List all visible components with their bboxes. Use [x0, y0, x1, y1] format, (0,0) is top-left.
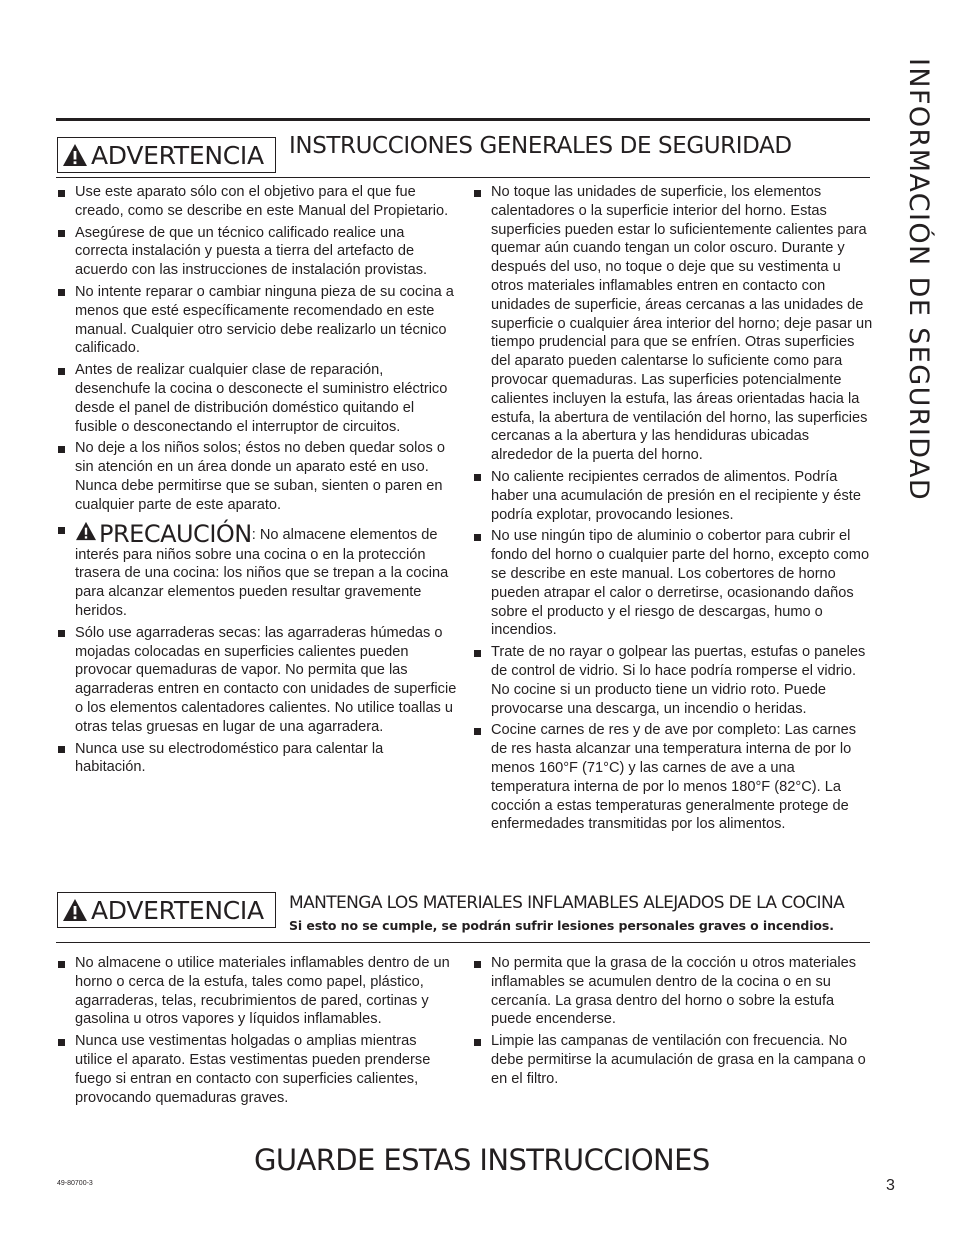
list-item: No toque las unidades de superficie, los elementos calentadores o la superficie interior del horno. Estas superficies pueden estar lo suficientemente calientes para quemar aún cuando tengan un color oscuro. Durante y después del uso, no toque o deje que su vestimenta u otros materiales inflamables entren en contacto con unidades de superficie, áreas cercanas a las unidades de superficie o cualquier área interior del horno; deje pasar un tiempo prudencial para que se enfríen. Otras superficies del aparato pueden calentarse lo suficiente como para provocar quemaduras. Las superficies potencialmente calientes incluyen la estufa, las áreas orientadas hacia la estufa, la abertura de ventilación del horno, las superficies cercanas a la abertura y las hendiduras ubicadas alrededor de la puerta del horno. [473, 183, 873, 465]
caution-triangle-icon [75, 521, 97, 541]
list-item: No intente reparar o cambiar ninguna pieza de su cocina a menos que esté específicamente recomendado en este manual. Cualquier otro servicio debe realizarlo un técnico calificado. [57, 283, 457, 358]
caution-list-item [57, 521, 457, 621]
footer-title: GUARDE ESTAS INSTRUCCIONES [254, 1143, 710, 1177]
list-item: Asegúrese de que un técnico calificado realice una correcta instalación y puesta a tierra del artefacto de acuerdo con las instrucciones de instalación provistas. [57, 224, 457, 280]
list-item: Use este aparato sólo con el objetivo para el que fue creado, como se describe en este Manual del Propietario. [57, 183, 457, 221]
page-number: 3 [886, 1177, 895, 1194]
warning-triangle-icon [62, 898, 88, 922]
section2-warning-label: ADVERTENCIA [91, 895, 264, 925]
section2-bottom-rule [56, 942, 870, 943]
caution-text: : No almacene elementos de interés para niños sobre una cocina o en la protección trasera de una cocina: los niños que se trepan a la cocina para alcanzar elementos pueden resultar gravemente heridos. [75, 526, 449, 619]
list-item: Sólo use agarraderas secas: las agarraderas húmedas o mojadas colocadas en superficies calientes pueden provocar quemaduras de vapor. No permita que las agarraderas entren en contacto con unidades de superficie o los elementos calentadores calientes. No utilice toallas u otras telas gruesas en lugar de una agarradera. [57, 624, 457, 737]
list-item: Limpie las campanas de ventilación con frecuencia. No debe permitirse la acumulación de grasa en la campana o en el filtro. [473, 1032, 873, 1088]
section2-right-column [473, 954, 873, 1092]
document-code: 49-80700-3 [57, 1180, 93, 1187]
section1-warning-box [57, 137, 276, 173]
caution-label: PRECAUCIÓN [99, 519, 252, 548]
section1-warning-label: ADVERTENCIA [91, 140, 264, 170]
section1-left-column [57, 183, 457, 780]
list-item: Trate de no rayar o golpear las puertas, estufas o paneles de control de vidrio. Si lo hace podría romperse el vidrio. No cocine si un producto tiene un vidrio roto. Puede provocarse una descarga, un incendio o heridas. [473, 643, 873, 718]
section1-title: INSTRUCCIONES GENERALES DE SEGURIDAD [289, 133, 792, 159]
list-item: No deje a los niños solos; éstos no deben quedar solos o sin atención en un área donde un aparato esté en uso. Nunca debe permitirse que se suban, sienten o paren en cualquier parte de este aparato. [57, 439, 457, 514]
section1-top-rule [56, 118, 870, 121]
list-item: No use ningún tipo de aluminio o cobertor para cubrir el fondo del horno o cualquier parte del horno, excepto como se describe en este manual. Los cobertores de horno pueden atrapar el calor o derretirse, ocasionando daños sobre el producto y el riesgo de descargas, humo o incendios. [473, 527, 873, 640]
section2-warning-box [57, 892, 276, 928]
list-item: Nunca use su electrodoméstico para calentar la habitación. [57, 740, 457, 778]
warning-triangle-icon [62, 143, 88, 167]
list-item: No permita que la grasa de la cocción u otros materiales inflamables se acumulen dentro de la cocina o en su cercanía. La grasa dentro del horno o sobre la estufa puede encenderse. [473, 954, 873, 1029]
section1-right-column [473, 183, 873, 837]
section2-subtitle: Si esto no se cumple, se podrán sufrir lesiones personales graves o incendios. [289, 918, 834, 933]
section2-title: MANTENGA LOS MATERIALES INFLAMABLES ALEJADOS DE LA COCINA [289, 893, 845, 913]
list-item: Nunca use vestimentas holgadas o amplias mientras utilice el aparato. Estas vestimentas pueden prenderse fuego si entran en contacto con superficies calientes, provocando quemaduras graves. [57, 1032, 457, 1107]
list-item: No almacene o utilice materiales inflamables dentro de un horno o cerca de la estufa, tales como papel, plástico, agarraderas, telas, recubrimientos de pared, cortinas y gasolina u otros vapores y líquidos inflamables. [57, 954, 457, 1029]
list-item: No caliente recipientes cerrados de alimentos. Podría haber una acumulación de presión en el recipiente y éste podría explotar, provocando lesiones. [473, 468, 873, 524]
list-item: Antes de realizar cualquier clase de reparación, desenchufe la cocina o desconecte el suministro eléctrico desde el panel de distribución doméstico quitando el fusible o desconectando el interruptor de circuitos. [57, 361, 457, 436]
section1-bottom-rule [56, 177, 870, 178]
section2-left-column [57, 954, 457, 1110]
list-item: Cocine carnes de res y de ave por completo: Las carnes de res hasta alcanzar una temperatura interna de por lo menos 160°F (71°C) y las carnes de ave a una temperatura interna de por lo menos 180°F (82°C). La cocción a estas temperaturas generalmente protege de enfermedades transmitidas por los alimentos. [473, 721, 873, 834]
side-section-title: INFORMACIÓN DE SEGURIDAD [903, 58, 934, 502]
